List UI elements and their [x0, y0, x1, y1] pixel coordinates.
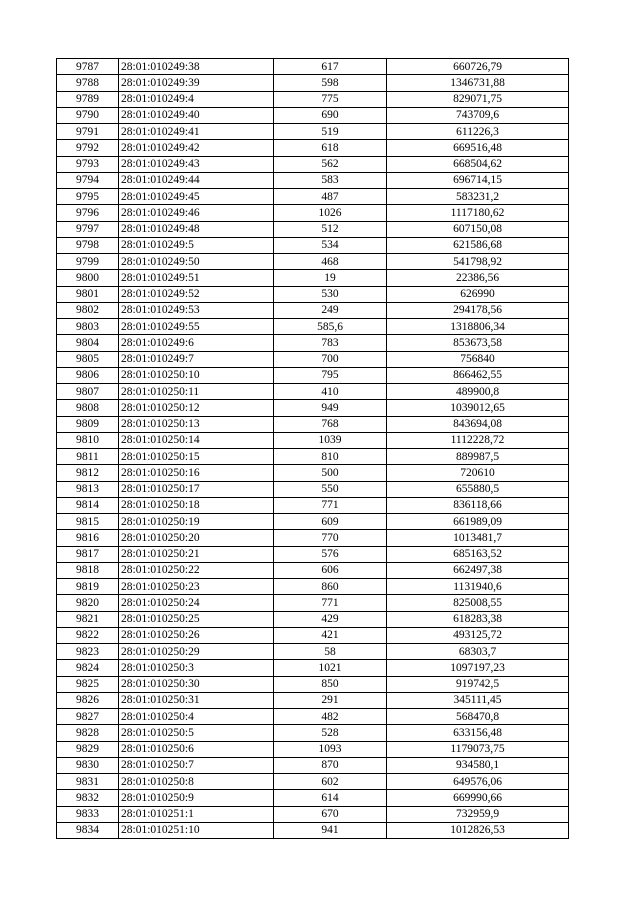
- value-cell: 696714,15: [387, 172, 569, 188]
- cadastral-number-cell: 28:01:010250:17: [119, 481, 274, 497]
- value-cell: 853673,58: [387, 335, 569, 351]
- cadastral-number-cell: 28:01:010249:55: [119, 319, 274, 335]
- row-number-cell: 9816: [57, 530, 119, 546]
- cadastral-number-cell: 28:01:010249:45: [119, 189, 274, 205]
- row-number-cell: 9791: [57, 124, 119, 140]
- row-number-cell: 9798: [57, 237, 119, 253]
- value-cell: 1097197,23: [387, 660, 569, 676]
- table-row: [57, 400, 569, 416]
- table-row: [57, 367, 569, 383]
- value-cell: 669990,66: [387, 790, 569, 806]
- table-row: [57, 530, 569, 546]
- area-cell: 670: [274, 806, 387, 822]
- value-cell: 489900,8: [387, 384, 569, 400]
- cadastral-number-cell: 28:01:010250:22: [119, 562, 274, 578]
- table-row: [57, 725, 569, 741]
- value-cell: 685163,52: [387, 546, 569, 562]
- table-row: [57, 156, 569, 172]
- area-cell: 617: [274, 59, 387, 75]
- row-number-cell: 9814: [57, 497, 119, 513]
- cadastral-number-cell: 28:01:010250:13: [119, 416, 274, 432]
- area-cell: 421: [274, 627, 387, 643]
- value-cell: 1112228,72: [387, 432, 569, 448]
- area-cell: 795: [274, 367, 387, 383]
- cadastral-number-cell: 28:01:010250:3: [119, 660, 274, 676]
- cadastral-number-cell: 28:01:010249:44: [119, 172, 274, 188]
- table-row: [57, 172, 569, 188]
- cadastral-number-cell: 28:01:010250:11: [119, 384, 274, 400]
- area-cell: 429: [274, 611, 387, 627]
- cadastral-number-cell: 28:01:010250:6: [119, 741, 274, 757]
- row-number-cell: 9801: [57, 286, 119, 302]
- value-cell: 756840: [387, 351, 569, 367]
- row-number-cell: 9787: [57, 59, 119, 75]
- area-cell: 810: [274, 449, 387, 465]
- cadastral-number-cell: 28:01:010249:50: [119, 254, 274, 270]
- table-row: [57, 75, 569, 91]
- row-number-cell: 9818: [57, 562, 119, 578]
- area-cell: 602: [274, 774, 387, 790]
- cadastral-number-cell: 28:01:010250:7: [119, 757, 274, 773]
- row-number-cell: 9808: [57, 400, 119, 416]
- cadastral-number-cell: 28:01:010249:6: [119, 335, 274, 351]
- area-cell: 19: [274, 270, 387, 286]
- value-cell: 655880,5: [387, 481, 569, 497]
- table-row: [57, 644, 569, 660]
- area-cell: 850: [274, 676, 387, 692]
- table-row: [57, 59, 569, 75]
- area-cell: 614: [274, 790, 387, 806]
- table-row: [57, 709, 569, 725]
- area-cell: 700: [274, 351, 387, 367]
- table-row: [57, 286, 569, 302]
- cadastral-number-cell: 28:01:010250:10: [119, 367, 274, 383]
- table-row: [57, 611, 569, 627]
- cadastral-number-cell: 28:01:010249:48: [119, 221, 274, 237]
- value-cell: 669516,48: [387, 140, 569, 156]
- area-cell: 1039: [274, 432, 387, 448]
- cadastral-number-cell: 28:01:010250:24: [119, 595, 274, 611]
- area-cell: 487: [274, 189, 387, 205]
- area-cell: 512: [274, 221, 387, 237]
- value-cell: 1039012,65: [387, 400, 569, 416]
- area-cell: 860: [274, 579, 387, 595]
- value-cell: 649576,06: [387, 774, 569, 790]
- table-row: [57, 335, 569, 351]
- table-row: [57, 107, 569, 123]
- value-cell: 1012826,53: [387, 822, 569, 838]
- area-cell: 606: [274, 562, 387, 578]
- value-cell: 611226,3: [387, 124, 569, 140]
- table-row: [57, 270, 569, 286]
- area-cell: 585,6: [274, 319, 387, 335]
- area-cell: 775: [274, 91, 387, 107]
- area-cell: 410: [274, 384, 387, 400]
- area-cell: 534: [274, 237, 387, 253]
- area-cell: 530: [274, 286, 387, 302]
- cadastral-number-cell: 28:01:010250:21: [119, 546, 274, 562]
- cadastral-number-cell: 28:01:010249:7: [119, 351, 274, 367]
- cadastral-number-cell: 28:01:010250:31: [119, 692, 274, 708]
- cadastral-number-cell: 28:01:010249:51: [119, 270, 274, 286]
- value-cell: 1346731,88: [387, 75, 569, 91]
- row-number-cell: 9788: [57, 75, 119, 91]
- area-cell: 1093: [274, 741, 387, 757]
- area-cell: 576: [274, 546, 387, 562]
- value-cell: 661989,09: [387, 514, 569, 530]
- table-row: [57, 319, 569, 335]
- area-cell: 58: [274, 644, 387, 660]
- area-cell: 783: [274, 335, 387, 351]
- cadastral-number-cell: 28:01:010250:14: [119, 432, 274, 448]
- area-cell: 598: [274, 75, 387, 91]
- area-cell: 771: [274, 497, 387, 513]
- row-number-cell: 9812: [57, 465, 119, 481]
- area-cell: 870: [274, 757, 387, 773]
- area-cell: 562: [274, 156, 387, 172]
- value-cell: 345111,45: [387, 692, 569, 708]
- value-cell: 1131940,6: [387, 579, 569, 595]
- value-cell: 493125,72: [387, 627, 569, 643]
- row-number-cell: 9825: [57, 676, 119, 692]
- table-row: [57, 822, 569, 838]
- area-cell: 249: [274, 302, 387, 318]
- cadastral-number-cell: 28:01:010250:12: [119, 400, 274, 416]
- value-cell: 866462,55: [387, 367, 569, 383]
- cadastral-number-cell: 28:01:010250:9: [119, 790, 274, 806]
- row-number-cell: 9817: [57, 546, 119, 562]
- row-number-cell: 9809: [57, 416, 119, 432]
- cadastral-number-cell: 28:01:010250:30: [119, 676, 274, 692]
- area-cell: 771: [274, 595, 387, 611]
- value-cell: 621586,68: [387, 237, 569, 253]
- area-cell: 1021: [274, 660, 387, 676]
- value-cell: 607150,08: [387, 221, 569, 237]
- value-cell: 919742,5: [387, 676, 569, 692]
- table-row: [57, 189, 569, 205]
- table-row: [57, 676, 569, 692]
- value-cell: 660726,79: [387, 59, 569, 75]
- area-cell: 519: [274, 124, 387, 140]
- row-number-cell: 9820: [57, 595, 119, 611]
- value-cell: 1117180,62: [387, 205, 569, 221]
- table-row: [57, 302, 569, 318]
- row-number-cell: 9802: [57, 302, 119, 318]
- table-row: [57, 465, 569, 481]
- value-cell: 1179073,75: [387, 741, 569, 757]
- table-row: [57, 741, 569, 757]
- cadastral-number-cell: 28:01:010250:18: [119, 497, 274, 513]
- value-cell: 743709,6: [387, 107, 569, 123]
- cadastral-number-cell: 28:01:010250:19: [119, 514, 274, 530]
- cadastral-number-cell: 28:01:010251:10: [119, 822, 274, 838]
- value-cell: 294178,56: [387, 302, 569, 318]
- row-number-cell: 9795: [57, 189, 119, 205]
- value-cell: 1013481,7: [387, 530, 569, 546]
- cadastral-number-cell: 28:01:010249:41: [119, 124, 274, 140]
- area-cell: 482: [274, 709, 387, 725]
- cadastral-number-cell: 28:01:010249:52: [119, 286, 274, 302]
- table-row: [57, 416, 569, 432]
- cadastral-number-cell: 28:01:010249:43: [119, 156, 274, 172]
- row-number-cell: 9794: [57, 172, 119, 188]
- table-row: [57, 449, 569, 465]
- cadastral-number-cell: 28:01:010250:26: [119, 627, 274, 643]
- value-cell: 68303,7: [387, 644, 569, 660]
- row-number-cell: 9800: [57, 270, 119, 286]
- area-cell: 1026: [274, 205, 387, 221]
- table-row: [57, 237, 569, 253]
- row-number-cell: 9805: [57, 351, 119, 367]
- row-number-cell: 9811: [57, 449, 119, 465]
- table-row: [57, 514, 569, 530]
- area-cell: 690: [274, 107, 387, 123]
- row-number-cell: 9803: [57, 319, 119, 335]
- row-number-cell: 9832: [57, 790, 119, 806]
- row-number-cell: 9807: [57, 384, 119, 400]
- row-number-cell: 9823: [57, 644, 119, 660]
- table-row: [57, 221, 569, 237]
- value-cell: 618283,38: [387, 611, 569, 627]
- row-number-cell: 9789: [57, 91, 119, 107]
- cadastral-number-cell: 28:01:010250:16: [119, 465, 274, 481]
- cadastral-number-cell: 28:01:010250:5: [119, 725, 274, 741]
- row-number-cell: 9790: [57, 107, 119, 123]
- value-cell: 732959,9: [387, 806, 569, 822]
- area-cell: 583: [274, 172, 387, 188]
- area-cell: 500: [274, 465, 387, 481]
- cadastral-number-cell: 28:01:010250:29: [119, 644, 274, 660]
- row-number-cell: 9819: [57, 579, 119, 595]
- table-row: [57, 91, 569, 107]
- area-cell: 468: [274, 254, 387, 270]
- value-cell: 934580,1: [387, 757, 569, 773]
- value-cell: 568470,8: [387, 709, 569, 725]
- value-cell: 633156,48: [387, 725, 569, 741]
- table-row: [57, 140, 569, 156]
- cadastral-number-cell: 28:01:010250:23: [119, 579, 274, 595]
- value-cell: 662497,38: [387, 562, 569, 578]
- value-cell: 541798,92: [387, 254, 569, 270]
- row-number-cell: 9815: [57, 514, 119, 530]
- row-number-cell: 9792: [57, 140, 119, 156]
- value-cell: 720610: [387, 465, 569, 481]
- row-number-cell: 9799: [57, 254, 119, 270]
- table-row: [57, 384, 569, 400]
- row-number-cell: 9796: [57, 205, 119, 221]
- table-row: [57, 806, 569, 822]
- row-number-cell: 9833: [57, 806, 119, 822]
- value-cell: 829071,75: [387, 91, 569, 107]
- cadastral-number-cell: 28:01:010249:39: [119, 75, 274, 91]
- area-cell: 770: [274, 530, 387, 546]
- table-row: [57, 351, 569, 367]
- row-number-cell: 9827: [57, 709, 119, 725]
- table-row: [57, 432, 569, 448]
- row-number-cell: 9826: [57, 692, 119, 708]
- cadastral-number-cell: 28:01:010249:38: [119, 59, 274, 75]
- cadastral-number-cell: 28:01:010249:4: [119, 91, 274, 107]
- cadastral-number-cell: 28:01:010250:4: [119, 709, 274, 725]
- row-number-cell: 9804: [57, 335, 119, 351]
- cadastral-number-cell: 28:01:010250:8: [119, 774, 274, 790]
- row-number-cell: 9824: [57, 660, 119, 676]
- value-cell: 626990: [387, 286, 569, 302]
- table-row: [57, 660, 569, 676]
- table-row: [57, 205, 569, 221]
- area-cell: 941: [274, 822, 387, 838]
- table-row: [57, 757, 569, 773]
- row-number-cell: 9834: [57, 822, 119, 838]
- row-number-cell: 9806: [57, 367, 119, 383]
- value-cell: 1318806,34: [387, 319, 569, 335]
- table-row: [57, 692, 569, 708]
- cadastral-number-cell: 28:01:010249:5: [119, 237, 274, 253]
- cadastral-number-cell: 28:01:010249:46: [119, 205, 274, 221]
- row-number-cell: 9793: [57, 156, 119, 172]
- area-cell: 609: [274, 514, 387, 530]
- area-cell: 949: [274, 400, 387, 416]
- area-cell: 768: [274, 416, 387, 432]
- cadastral-number-cell: 28:01:010249:42: [119, 140, 274, 156]
- cadastral-number-cell: 28:01:010251:1: [119, 806, 274, 822]
- row-number-cell: 9797: [57, 221, 119, 237]
- area-cell: 618: [274, 140, 387, 156]
- cadastral-number-cell: 28:01:010250:15: [119, 449, 274, 465]
- value-cell: 889987,5: [387, 449, 569, 465]
- cadastral-number-cell: 28:01:010250:20: [119, 530, 274, 546]
- row-number-cell: 9829: [57, 741, 119, 757]
- table-row: [57, 481, 569, 497]
- value-cell: 583231,2: [387, 189, 569, 205]
- cadastral-number-cell: 28:01:010249:53: [119, 302, 274, 318]
- table-body: [57, 59, 569, 839]
- area-cell: 291: [274, 692, 387, 708]
- row-number-cell: 9813: [57, 481, 119, 497]
- row-number-cell: 9821: [57, 611, 119, 627]
- table-row: [57, 774, 569, 790]
- cadastral-number-cell: 28:01:010250:25: [119, 611, 274, 627]
- value-cell: 825008,55: [387, 595, 569, 611]
- value-cell: 22386,56: [387, 270, 569, 286]
- area-cell: 550: [274, 481, 387, 497]
- row-number-cell: 9830: [57, 757, 119, 773]
- table-row: [57, 579, 569, 595]
- area-cell: 528: [274, 725, 387, 741]
- table-row: [57, 546, 569, 562]
- table-row: [57, 562, 569, 578]
- row-number-cell: 9831: [57, 774, 119, 790]
- table-row: [57, 254, 569, 270]
- table-row: [57, 627, 569, 643]
- value-cell: 668504,62: [387, 156, 569, 172]
- table-row: [57, 124, 569, 140]
- value-cell: 836118,66: [387, 497, 569, 513]
- cadastral-table: [56, 58, 569, 839]
- value-cell: 843694,08: [387, 416, 569, 432]
- table-row: [57, 790, 569, 806]
- cadastral-number-cell: 28:01:010249:40: [119, 107, 274, 123]
- row-number-cell: 9822: [57, 627, 119, 643]
- row-number-cell: 9810: [57, 432, 119, 448]
- table-row: [57, 595, 569, 611]
- table-row: [57, 497, 569, 513]
- row-number-cell: 9828: [57, 725, 119, 741]
